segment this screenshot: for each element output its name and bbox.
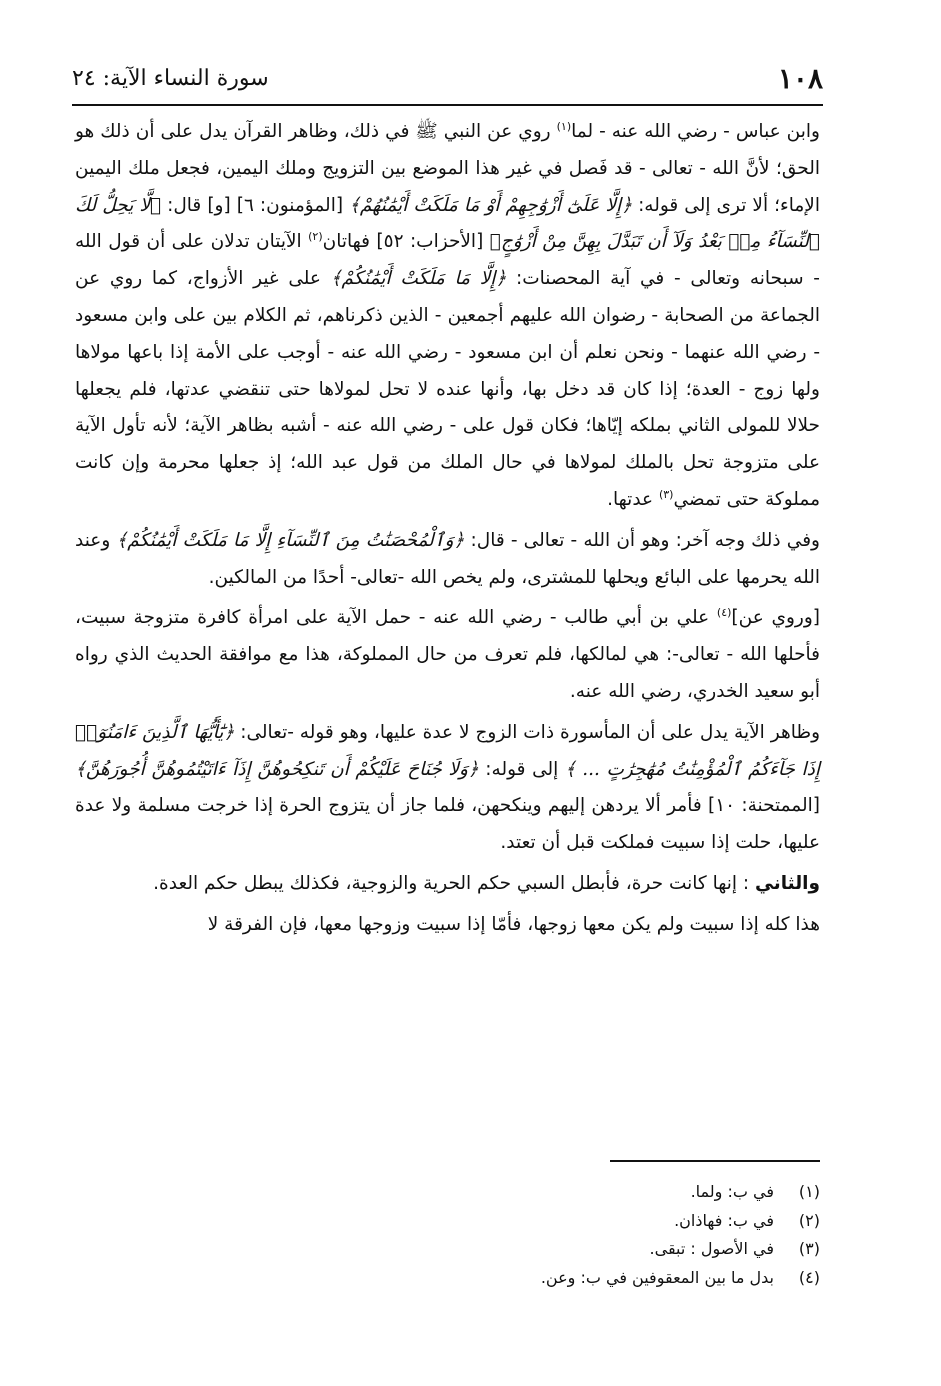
text-segment: على غير الأزواج، كما روي عن الجماعة من الصحابة - رضوان الله عليهم أجمعين - الذين ذكرناهم، ثم الكلام بين على وابن مسعود - رضي الله عنهما - ونحن نعلم أن ابن مسعود - رضي الله عنه - أوجب على الأمة إذا باعها مولاها ولها زوج - العدة؛ إذا كان قد دخل بها، وأنها عنده لا تحل لمولاها حتى تنقضي عدتها، فلم يجعلها حلالا للمولى الثاني بملكه إيّاها؛ فكان قول على - رضي الله عنه - أشبه بظاهر الآية؛ لأنه تأول الآية على متزوجة تحل بالملك لمولاها في حال الملك من قول عبد الله؛ إذ جعلها محرمة وإن كانت مملوكة حتى تمضي [75,268,820,510]
footnote-number: (١) [798,1182,820,1201]
text-segment: إلى قوله: [478,758,565,780]
paragraph [75,866,820,903]
footnote [300,1207,820,1236]
footnote-number: (٢) [798,1210,820,1230]
text-segment: [الأحزاب: ٥٢] فهاتان [322,231,490,253]
footnote [300,1264,820,1293]
footnote-number: (٤) [798,1267,820,1287]
footnote-text: في ب: فهاذان. [674,1210,774,1230]
footnotes [300,1178,820,1292]
footnote-ref: (٢) [308,230,323,244]
main-text [75,114,820,944]
text-segment: [وروي عن] [731,607,821,629]
text-segment: هذا كله إذا سبيت ولم يكن معها زوجها، فأمّا إذا سبيت وزوجها معها، فإن الفرقة لا [207,913,820,935]
footnote-ref: (٣) [658,487,674,501]
footnote-divider [610,1160,820,1162]
text-segment: علي بن أبي طالب - رضي الله عنه - حمل الآية على امرأة كافرة متزوجة سبيت، فأحلها الله - تعالى-: هي لمالكها، فلم تعرف من حال المملوكة، هذا مع موافقة الحديث الذي رواه أبو سعيد الخدري، رضي الله عنه. [75,607,820,702]
footnote [300,1178,820,1207]
footnote-text: في ب: ولما. [690,1182,774,1201]
quran-verse: ﴿لَّا يَحِلُّ لَكَ ٱلنِّسَآءُ مِنۢ بَعْدُ وَلَآ أَن تَبَدَّلَ بِهِنَّ مِنْ أَزْوَٰجٍ﴾ [75,194,821,253]
text-segment: : إنها كانت حرة، فأبطل السبي حكم الحرية والزوجية، فكذلك يبطل حكم العدة. [153,872,756,894]
header-divider [72,104,823,106]
footnote-ref: (١) [556,119,572,133]
quran-verse: ﴿وَلَا جُنَاحَ عَلَيْكُمْ أَن تَنكِحُوهُنَّ إِذَآ ءَاتَيْتُمُوهُنَّ أُجُورَهُنَّ﴾ [75,758,479,780]
paragraph [75,907,820,944]
footnote-text: في الأصول : تبقى. [649,1239,774,1258]
paragraph [75,715,820,862]
text-segment: روي عن النبي ﷺ في ذلك، وظاهر القرآن يدل على أن ذلك هو الحق؛ لأنَّ الله - تعالى - قد فَصل في غير هذا الموضع بين التزويج وملك اليمين، فجعل ملك اليمين الإماء؛ ألا ترى إلى قوله: [75,121,820,216]
text-segment: الآيتان تدلان على أن قول الله - سبحانه وتعالى - في آية المحصنات: [75,231,820,290]
paragraph [75,523,820,597]
bold-term: والثاني [755,872,820,894]
text-segment: وظاهر الآية يدل على أن المأسورة ذات الزوج لا عدة عليها، وهو قوله -تعالى: [234,721,820,743]
quran-verse: ﴿وَٱلْمُحْصَنَٰتُ مِنَ ٱلنِّسَآءِ إِلَّا مَا مَلَكَتْ أَيْمَٰنُكُمْ﴾ [116,529,465,551]
paragraph [75,600,820,710]
page-header [72,58,823,98]
paragraph [75,114,820,519]
text-segment: وابن عباس - رضي الله عنه - لما [571,121,820,142]
text-segment: [الممتحنة: ١٠] فأمر ألا يردهن إليهم وينكحهن، فلما جاز أن يتزوج الحرة إذا خرجت مسلمة ولا عدة عليها، حلت إذا سبيت فملكت قبل أن تعتد. [75,795,820,854]
footnote-ref: (٤) [716,606,732,620]
quran-verse: ﴿يَٰٓأَيُّهَا ٱلَّذِينَ ءَامَنُوٓا۟ إِذَا جَآءَكُمُ ٱلْمُؤْمِنَٰتُ مُهَٰجِرَٰتٍ ... ﴾ [75,721,820,780]
text-segment: وفي ذلك وجه آخر: وهو أن الله - تعالى - قال: [464,529,820,551]
footnote-text: بدل ما بين المعقوفين في ب: وعن. [540,1267,774,1287]
footnote-number: (٣) [798,1239,820,1258]
text-segment: وعند الله يحرمها على البائع ويحلها للمشترى، ولم يخص الله -تعالى- أحدًا من المالكين. [75,529,820,588]
running-title: سورة النساء الآية: ٢٤ [72,65,269,91]
page-number: ١٠٨ [777,61,823,95]
quran-verse: ﴿إِلَّا مَا مَلَكَتْ أَيْمَٰنُكُمْ﴾ [330,268,507,290]
footnote [300,1235,820,1264]
text-segment: عدتها. [607,488,659,510]
text-segment: [المؤمنون: ٦] [و] قال: [161,194,350,216]
quran-verse: ﴿إِلَّا عَلَىٰٓ أَزْوَٰجِهِمْ أَوْ مَا مَلَكَتْ أَيْمَٰنُهُمْ﴾ [349,194,633,216]
